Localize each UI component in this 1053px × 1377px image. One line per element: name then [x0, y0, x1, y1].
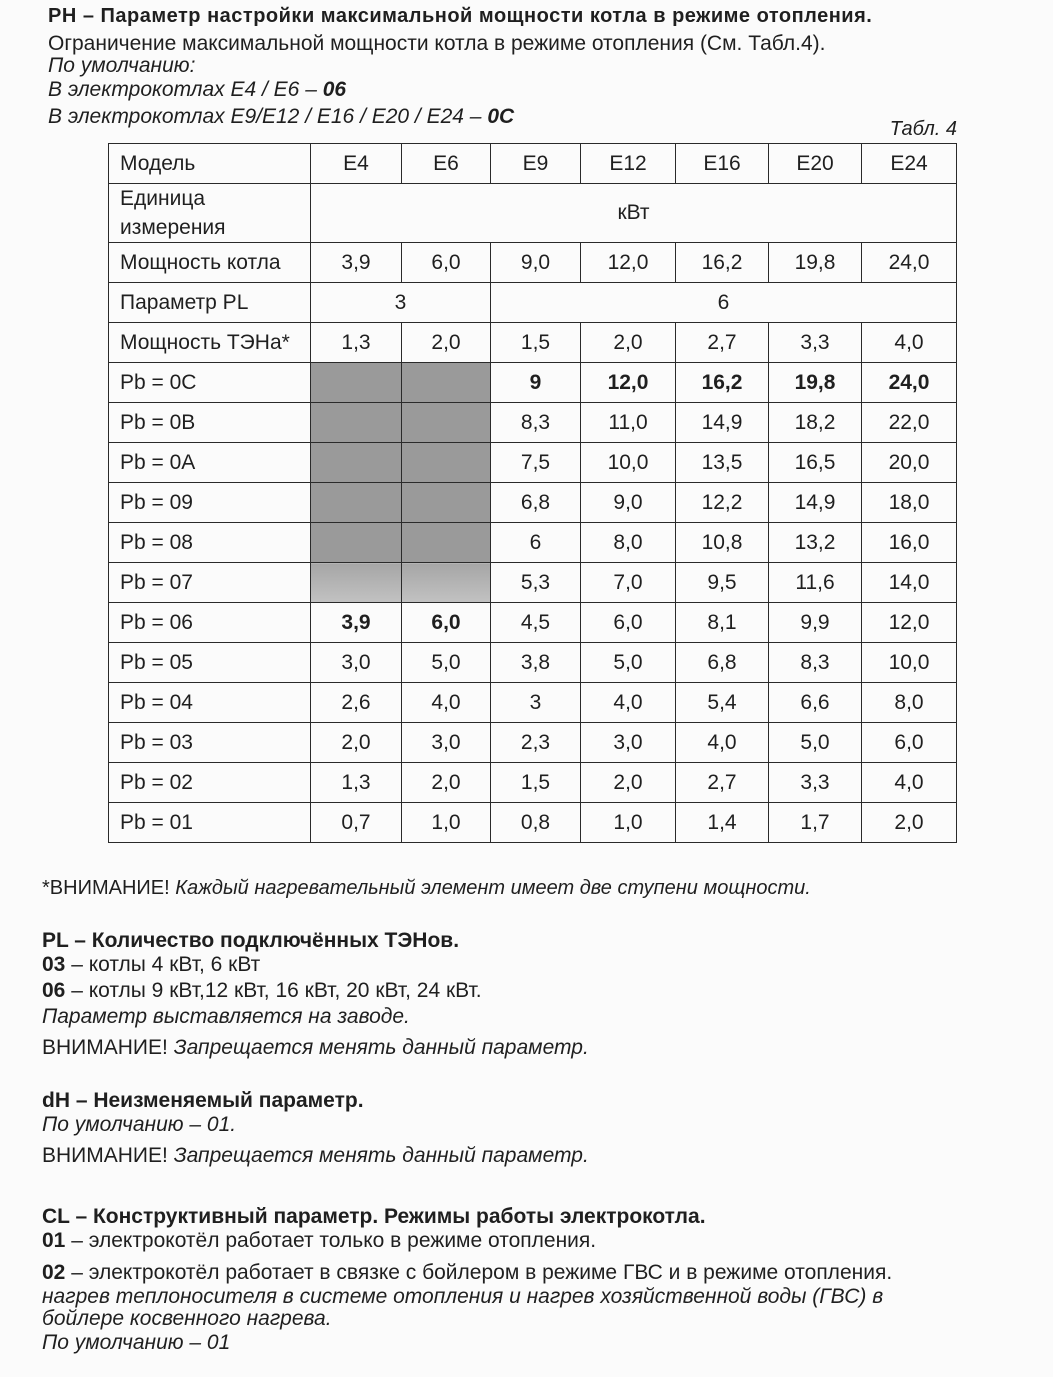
- pb-cell-not-applicable: [311, 523, 402, 563]
- table-caption: Табл. 4: [889, 118, 957, 140]
- pb-cell-not-applicable: [311, 363, 402, 403]
- pb-cell: 12,0: [862, 603, 957, 643]
- ten-cell: 2,7: [676, 323, 769, 363]
- pb-cell-not-applicable: [402, 483, 491, 523]
- pb-cell: 1,0: [402, 803, 491, 843]
- pb-row-label: Pb = 08: [109, 523, 311, 563]
- pb-cell-not-applicable: [402, 403, 491, 443]
- pb-row: [109, 603, 957, 643]
- pb-cell: 3,3: [769, 763, 862, 803]
- pb-cell-not-applicable: [311, 403, 402, 443]
- model-e6: Е6: [402, 144, 491, 184]
- pb-cell: 5,0: [402, 643, 491, 683]
- pb-row-label: Pb = 03: [109, 723, 311, 763]
- ph-default-e4: [48, 77, 346, 102]
- pb-cell: 9,5: [676, 563, 769, 603]
- dh-warning-prefix: ВНИМАНИЕ!: [42, 1144, 174, 1167]
- pb-row: [109, 803, 957, 843]
- pb-cell: 18,0: [862, 483, 957, 523]
- table-row-model: [109, 144, 957, 184]
- ten-cell: 3,3: [769, 323, 862, 363]
- pb-cell: 9,9: [769, 603, 862, 643]
- pl-option-03-text: – котлы 4 кВт, 6 кВт: [65, 953, 261, 976]
- pb-cell-not-applicable: [311, 483, 402, 523]
- table-row-unit: [109, 184, 957, 243]
- pb-row-label: Pb = 06: [109, 603, 311, 643]
- pb-row-label: Pb = 05: [109, 643, 311, 683]
- ph-default-e9-value: 0С: [487, 105, 515, 128]
- pb-cell: 8,3: [769, 643, 862, 683]
- ph-default-e9: [48, 104, 514, 129]
- dh-warning: [42, 1143, 589, 1168]
- pb-row-label: Pb = 01: [109, 803, 311, 843]
- ten-cell: 1,5: [491, 323, 581, 363]
- pb-cell: 2,3: [491, 723, 581, 763]
- power-cell: 12,0: [581, 243, 676, 283]
- pb-row: [109, 443, 957, 483]
- cl-option-02-detail-2: бойлере косвенного нагрева.: [42, 1307, 332, 1330]
- pb-cell: 8,1: [676, 603, 769, 643]
- ph-heading: PH – Параметр настройки максимальной мощности котла в режиме отопления.: [48, 5, 873, 27]
- pb-cell: 2,7: [676, 763, 769, 803]
- pb-cell: 24,0: [862, 363, 957, 403]
- pl-value-large: 6: [491, 283, 957, 323]
- unit-label: Единица измерения: [109, 184, 311, 243]
- pb-cell: 3,8: [491, 643, 581, 683]
- pb-cell: 1,7: [769, 803, 862, 843]
- ph-default-e4-value: 06: [322, 78, 347, 101]
- pb-cell: 5,3: [491, 563, 581, 603]
- pb-row-label: Pb = 0C: [109, 363, 311, 403]
- cl-option-02-text: – электрокотёл работает в связке с бойлером в режиме ГВС и в режиме отопления.: [65, 1261, 893, 1284]
- cl-option-01-code: 01: [42, 1229, 66, 1252]
- pb-cell: 10,0: [581, 443, 676, 483]
- pb-cell: 9,0: [581, 483, 676, 523]
- pb-cell: 9: [491, 363, 581, 403]
- cl-heading: CL – Конструктивный параметр. Режимы работы электрокотла.: [42, 1205, 706, 1228]
- pb-cell: 12,2: [676, 483, 769, 523]
- pb-cell: 8,0: [581, 523, 676, 563]
- pb-row: [109, 563, 957, 603]
- pb-cell: 6,0: [402, 603, 491, 643]
- pb-row-label: Pb = 04: [109, 683, 311, 723]
- table-row-pl: [109, 283, 957, 323]
- pb-row: [109, 683, 957, 723]
- ten-cell: 2,0: [402, 323, 491, 363]
- ten-cell: 4,0: [862, 323, 957, 363]
- pb-row-label: Pb = 0B: [109, 403, 311, 443]
- pb-row: [109, 403, 957, 443]
- power-cell: 19,8: [769, 243, 862, 283]
- power-table: [108, 143, 957, 843]
- pb-cell: 4,5: [491, 603, 581, 643]
- pb-row: [109, 723, 957, 763]
- pb-row: [109, 363, 957, 403]
- model-e24: Е24: [862, 144, 957, 184]
- pb-row-label: Pb = 0A: [109, 443, 311, 483]
- pb-cell: 1,3: [311, 763, 402, 803]
- power-cell: 16,2: [676, 243, 769, 283]
- pb-cell: 6,6: [769, 683, 862, 723]
- pb-cell-not-applicable: [402, 563, 491, 603]
- pb-cell-not-applicable: [311, 443, 402, 483]
- power-cell: 6,0: [402, 243, 491, 283]
- pl-option-06-text: – котлы 9 кВт,12 кВт, 16 кВт, 20 кВт, 24 кВт.: [65, 979, 482, 1002]
- pb-cell: 19,8: [769, 363, 862, 403]
- pb-cell: 3,0: [311, 643, 402, 683]
- pb-cell: 13,2: [769, 523, 862, 563]
- pb-row: [109, 643, 957, 683]
- pb-cell: 16,2: [676, 363, 769, 403]
- pb-cell: 10,8: [676, 523, 769, 563]
- note-text: Каждый нагревательный элемент имеет две ступени мощности.: [175, 877, 811, 899]
- pb-cell: 2,6: [311, 683, 402, 723]
- pb-cell: 3,0: [402, 723, 491, 763]
- pb-cell: 14,0: [862, 563, 957, 603]
- pb-cell: 5,0: [581, 643, 676, 683]
- pb-cell: 4,0: [581, 683, 676, 723]
- pb-cell-not-applicable: [402, 363, 491, 403]
- dh-heading: dH – Неизменяемый параметр.: [42, 1089, 364, 1112]
- pb-cell: 14,9: [769, 483, 862, 523]
- cl-default: По умолчанию – 01: [42, 1331, 231, 1354]
- cl-option-01: [42, 1228, 596, 1253]
- pb-cell: 4,0: [676, 723, 769, 763]
- pb-cell: 3,0: [581, 723, 676, 763]
- pb-row-label: Pb = 07: [109, 563, 311, 603]
- pl-value-small: 3: [311, 283, 491, 323]
- pb-cell: 1,4: [676, 803, 769, 843]
- pb-cell: 20,0: [862, 443, 957, 483]
- note-prefix: *ВНИМАНИЕ!: [42, 877, 176, 899]
- pl-warning: [42, 1035, 589, 1060]
- pb-row-label: Pb = 02: [109, 763, 311, 803]
- ten-cell: 2,0: [581, 323, 676, 363]
- pb-cell: 5,0: [769, 723, 862, 763]
- pb-cell: 10,0: [862, 643, 957, 683]
- pb-cell: 8,0: [862, 683, 957, 723]
- pb-cell: 7,0: [581, 563, 676, 603]
- pb-cell: 4,0: [402, 683, 491, 723]
- pb-cell: 0,7: [311, 803, 402, 843]
- pb-cell-not-applicable: [311, 563, 402, 603]
- pb-row: [109, 483, 957, 523]
- pb-cell: 2,0: [581, 763, 676, 803]
- pb-cell: 7,5: [491, 443, 581, 483]
- power-cell: 24,0: [862, 243, 957, 283]
- pb-cell: 8,3: [491, 403, 581, 443]
- pb-cell: 6,0: [862, 723, 957, 763]
- pb-cell: 0,8: [491, 803, 581, 843]
- ten-cell: 1,3: [311, 323, 402, 363]
- model-e12: Е12: [581, 144, 676, 184]
- pb-cell-not-applicable: [402, 443, 491, 483]
- pb-row: [109, 763, 957, 803]
- pl-warning-prefix: ВНИМАНИЕ!: [42, 1036, 174, 1059]
- pb-cell: 16,0: [862, 523, 957, 563]
- model-e9: Е9: [491, 144, 581, 184]
- pl-option-06-code: 06: [42, 979, 66, 1002]
- pb-cell: 1,0: [581, 803, 676, 843]
- power-cell: 9,0: [491, 243, 581, 283]
- power-cell: 3,9: [311, 243, 402, 283]
- ph-default-label: По умолчанию:: [48, 54, 196, 77]
- cl-option-02: [42, 1260, 892, 1285]
- pl-factory-note: Параметр выставляется на заводе.: [42, 1005, 410, 1028]
- pb-rows: [109, 363, 957, 843]
- pb-cell: 6,8: [676, 643, 769, 683]
- pl-heading: PL – Количество подключённых ТЭНов.: [42, 929, 460, 952]
- pb-cell: 6: [491, 523, 581, 563]
- pb-cell: 3,9: [311, 603, 402, 643]
- power-label: Мощность котла: [109, 243, 311, 283]
- pb-cell: 6,0: [581, 603, 676, 643]
- heating-element-note: [42, 876, 811, 901]
- pl-option-03: [42, 952, 260, 977]
- pl-warning-text: Запрещается менять данный параметр.: [173, 1036, 589, 1059]
- pb-row-label: Pb = 09: [109, 483, 311, 523]
- pl-option-06: [42, 978, 482, 1003]
- model-e16: Е16: [676, 144, 769, 184]
- pb-cell: 18,2: [769, 403, 862, 443]
- pb-cell: 11,6: [769, 563, 862, 603]
- pb-cell: 13,5: [676, 443, 769, 483]
- pb-cell: 5,4: [676, 683, 769, 723]
- unit-value: кВт: [311, 184, 957, 243]
- model-label: Модель: [109, 144, 311, 184]
- pl-option-03-code: 03: [42, 953, 66, 976]
- ten-label: Мощность ТЭНа*: [109, 323, 311, 363]
- dh-warning-text: Запрещается менять данный параметр.: [173, 1144, 589, 1167]
- pb-cell: 2,0: [311, 723, 402, 763]
- pb-cell: 16,5: [769, 443, 862, 483]
- pb-cell: 6,8: [491, 483, 581, 523]
- ph-default-e9-prefix: В электрокотлах Е9/Е12 / Е16 / Е20 / Е24 –: [48, 105, 488, 128]
- pb-cell-not-applicable: [402, 523, 491, 563]
- table-row-power: [109, 243, 957, 283]
- cl-option-02-code: 02: [42, 1261, 66, 1284]
- model-e4: Е4: [311, 144, 402, 184]
- table-row-ten: [109, 323, 957, 363]
- dh-default: По умолчанию – 01.: [42, 1113, 237, 1136]
- ph-default-e4-prefix: В электрокотлах Е4 / Е6 –: [48, 78, 323, 101]
- pb-cell: 4,0: [862, 763, 957, 803]
- pb-cell: 14,9: [676, 403, 769, 443]
- pb-cell: 11,0: [581, 403, 676, 443]
- pb-cell: 1,5: [491, 763, 581, 803]
- model-e20: Е20: [769, 144, 862, 184]
- pl-label: Параметр PL: [109, 283, 311, 323]
- cl-option-01-text: – электрокотёл работает только в режиме отопления.: [65, 1229, 597, 1252]
- pb-cell: 2,0: [862, 803, 957, 843]
- pb-cell: 12,0: [581, 363, 676, 403]
- ph-description: Ограничение максимальной мощности котла в режиме отопления (См. Табл.4).: [48, 32, 826, 55]
- pb-row: [109, 523, 957, 563]
- pb-cell: 3: [491, 683, 581, 723]
- cl-option-02-detail-1: нагрев теплоносителя в системе отопления и нагрев хозяйственной воды (ГВС) в: [42, 1285, 884, 1308]
- pb-cell: 22,0: [862, 403, 957, 443]
- pb-cell: 2,0: [402, 763, 491, 803]
